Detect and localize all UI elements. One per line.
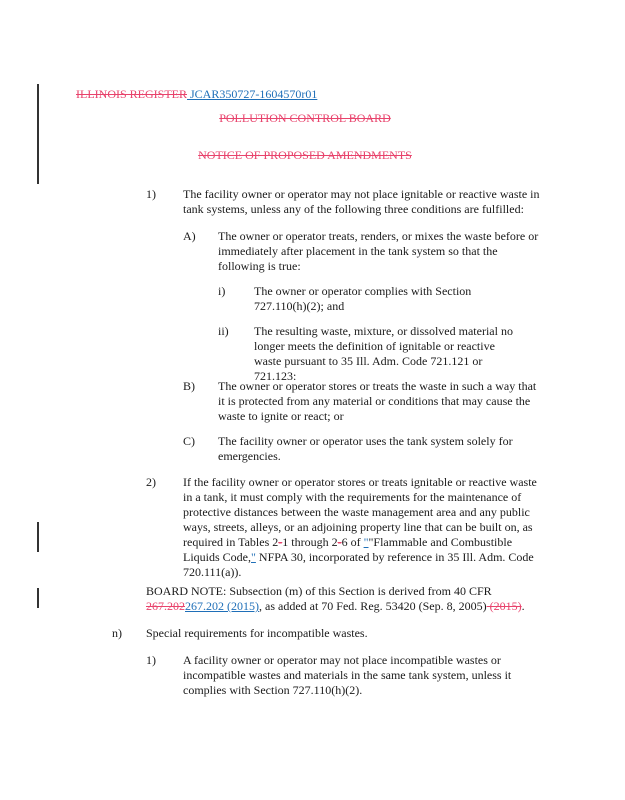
item-c-text: The facility owner or operator uses the tank system solely for emergencies. (218, 434, 513, 463)
item-n-text: Special requirements for incompatible wastes. (146, 626, 368, 640)
register-header (76, 87, 317, 102)
deleted-hyphen: - (278, 535, 283, 549)
item-2-line-6: Liquids Code," NFPA 30, incorporated by reference in 35 Ill. Adm. Code (183, 550, 534, 564)
item-b-number: B) (183, 379, 195, 393)
item-i-number: i) (218, 284, 226, 298)
change-bar-note (37, 588, 39, 608)
note-inserted-citation: 267.202 (2015) (185, 599, 259, 613)
item-n-number: n) (112, 626, 122, 640)
inserted-quote: " (363, 535, 369, 549)
item-ii-number: ii) (218, 324, 229, 338)
change-bar-mid (37, 522, 39, 552)
item-2-line-3: protective distances between the waste management area and any public (183, 505, 530, 519)
item-2-line-1: If the facility owner or operator stores or treats ignitable or reactive waste (183, 475, 537, 489)
board-note-line-2: 267.202267.202 (2015), as added at 70 Fed. Reg. 53420 (Sep. 8, 2005) (2015). (146, 599, 525, 613)
item-2-line-2: in a tank, it must comply with the requirements for the maintenance of (183, 490, 522, 504)
inserted-quote: " (251, 550, 256, 564)
item-2-line-4: ways, streets, alleys, or an adjoining property line that can be built on, as (183, 520, 533, 534)
note-deleted-citation: 267.202 (146, 599, 185, 613)
board-note-line-1: BOARD NOTE: Subsection (m) of this Section is derived from 40 CFR (146, 584, 492, 598)
item-b-text: The owner or operator stores or treats the waste in such a way that it is protected from any material or conditions that may cause the waste to ignite or react; or (218, 379, 537, 423)
item-a-number: A) (183, 229, 196, 243)
item-i-text: The owner or operator complies with Section 727.110(h)(2); and (254, 284, 472, 313)
register-deleted-text: ILLINOIS REGISTER (76, 87, 187, 101)
board-title: POLLUTION CONTROL BOARD (219, 111, 391, 125)
deleted-hyphen: - (337, 535, 342, 549)
item-c-number: C) (183, 434, 195, 448)
item-2-line-5: required in Tables 2-1 through 2-6 of ""Flammable and Combustible (183, 535, 513, 549)
item-a-text: The owner or operator treats, renders, or mixes the waste before or immediately after placement in the tank system so that the following is true: (218, 229, 539, 273)
change-bar-top (37, 84, 39, 184)
item-1-text: The facility owner or operator may not place ignitable or reactive waste in tank systems, unless any of the following three conditions are fulfilled: (183, 187, 540, 216)
notice-title: NOTICE OF PROPOSED AMENDMENTS (198, 148, 412, 162)
note-deleted-year: (2015) (486, 599, 522, 613)
item-n1-number: 1) (146, 653, 156, 667)
item-1-number: 1) (146, 187, 156, 201)
item-ii-text: The resulting waste, mixture, or dissolved material no longer meets the definition of ignitable or reactive waste pursuant to 35 Ill. Adm. Code 721.121 or 721.123: (254, 324, 513, 383)
item-2-number: 2) (146, 475, 156, 489)
item-2-line-7: 720.111(a)). (183, 565, 242, 579)
register-inserted-text: JCAR350727-1604570r01 (187, 87, 318, 101)
item-n1-text: A facility owner or operator may not place incompatible wastes or incompatible wastes and materials in the same tank system, unless it complies with Section 727.110(h)(2). (183, 653, 512, 697)
